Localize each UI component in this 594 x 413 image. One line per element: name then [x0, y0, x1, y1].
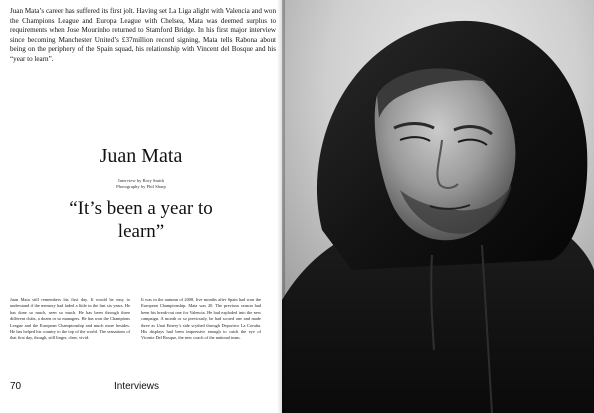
page-gutter: [277, 0, 285, 413]
interview-credit: Interview by Rory Smith: [118, 178, 164, 183]
pull-quote: “It’s been a year to learn”: [69, 198, 213, 242]
page-number: 70: [10, 381, 22, 392]
section-label: Interviews: [114, 381, 160, 392]
article-title: Juan Mata: [99, 145, 183, 167]
intro-paragraph: Juan Mata’s career has suffered its first jolt. Having set La Liga alight with Valencia and won the Champions League and Europa League with Chelsea, Mata was deemed surplus to requirements when Jose Mourinho returned to Stamford Bridge. In his first major interview since becoming Manchester United’s £37million record signing, Mata tells Rabona about being on the periphery of the Spain squad, his relationship with Vincent del Bosque and his “year to learn”.: [10, 7, 276, 63]
photography-credit: Photography by Phil Sharp: [116, 184, 166, 189]
body-column-1: Juan Mata still remembers his first day. It would be easy to understand if the memory had faded a little in the last six years. He has done so much, seen so much. He has been through three different clubs, a dozen or so managers. He has won the Champions League and the European Championship and much more besides. He has helped his country to the top of the world. The sensations of that first day, though, still linger, clear, vivid.: [10, 297, 130, 341]
left-page: [0, 0, 282, 413]
portrait-photo: [282, 0, 594, 413]
body-column-2: It was in the autumn of 2008, five months after Spain had won the European Championship. Mata was 20. The previous season had been his break-out one for Valencia. He had exploded into the new campaign. A month or so previously, he had scored one and made three as Unai Emery’s side scythed through Deportivo La Coruña. His displays had been impressive enough to catch the eye of Vicente Del Bosque, the new coach of the national team.: [141, 297, 261, 341]
portrait-image: [282, 0, 594, 413]
